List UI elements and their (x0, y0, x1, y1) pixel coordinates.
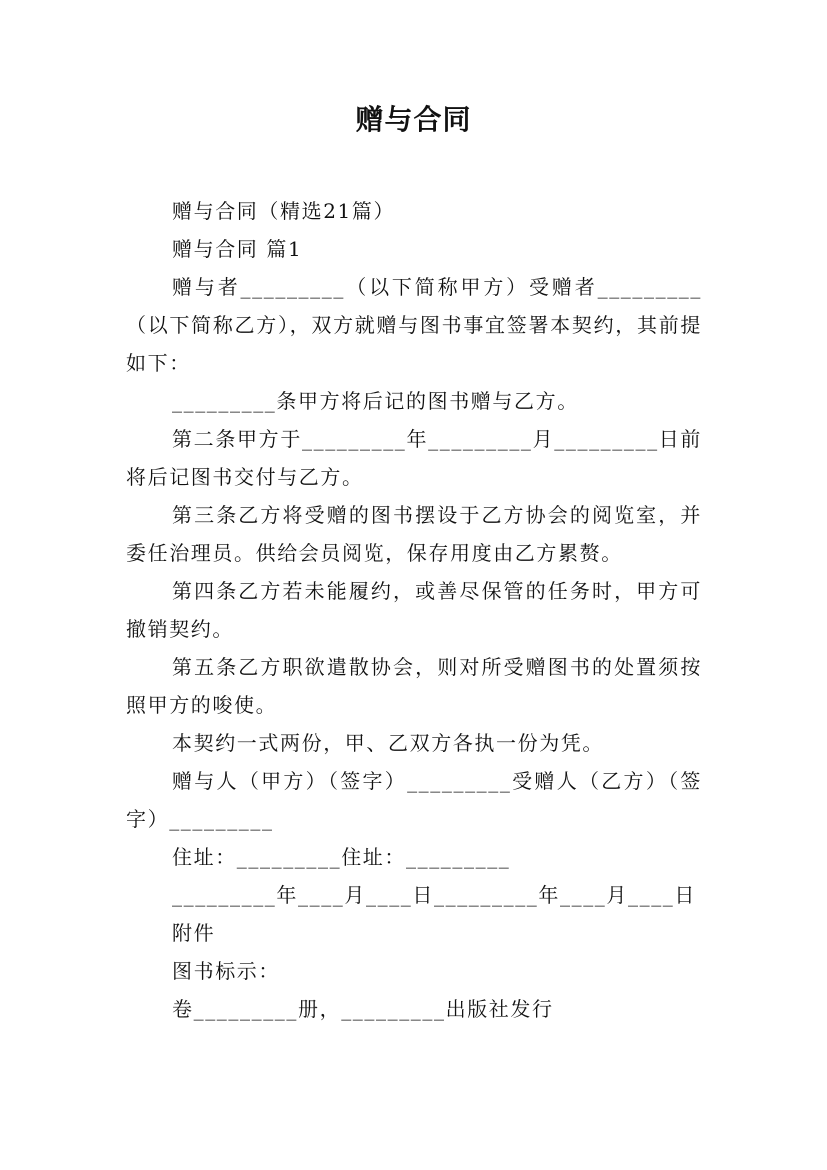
paragraph-attachment: 附件 (172, 921, 216, 945)
paragraph-article-5: 第五条乙方职欲遣散协会，则对所受赠图书的处置须按照甲方的唆使。 (126, 655, 702, 717)
paragraph-dates: _________年____月____日_________年____月____日 (172, 883, 696, 907)
paragraph-subtitle: 赠与合同（精选21篇） (172, 199, 396, 223)
paragraph-article-4: 第四条乙方若未能履约，或善尽保管的任务时，甲方可撤销契约。 (126, 579, 702, 641)
paragraph-copies: 本契约一式两份，甲、乙双方各执一份为凭。 (172, 731, 604, 755)
paragraph-addresses: 住址：_________住址：_________ (172, 845, 511, 869)
paragraph-article-1: _________条甲方将后记的图书赠与乙方。 (172, 389, 579, 413)
paragraph-article-2: 第二条甲方于_________年_________月_________日前将后记图书交付与乙方。 (126, 427, 702, 489)
paragraph-book-label: 图书标示： (172, 959, 280, 983)
document-title: 赠与合同 (355, 103, 472, 136)
paragraph-parties: 赠与者_________（以下简称甲方）受赠者_________（以下简称乙方），双方就赠与图书事宜签署本契约，其前提如下： (126, 275, 702, 375)
paragraph-book-volume: 卷_________册，_________出版社发行 (172, 997, 554, 1021)
paragraph-signatures: 赠与人（甲方）（签字）_________受赠人（乙方）（签字）_________ (126, 769, 702, 831)
document-body (126, 192, 702, 1028)
paragraph-article-3: 第三条乙方将受赠的图书摆设于乙方协会的阅览室，并委任治理员。供给会员阅览，保存用度由乙方累赘。 (126, 503, 702, 565)
paragraph-section-heading: 赠与合同 篇1 (172, 237, 303, 261)
